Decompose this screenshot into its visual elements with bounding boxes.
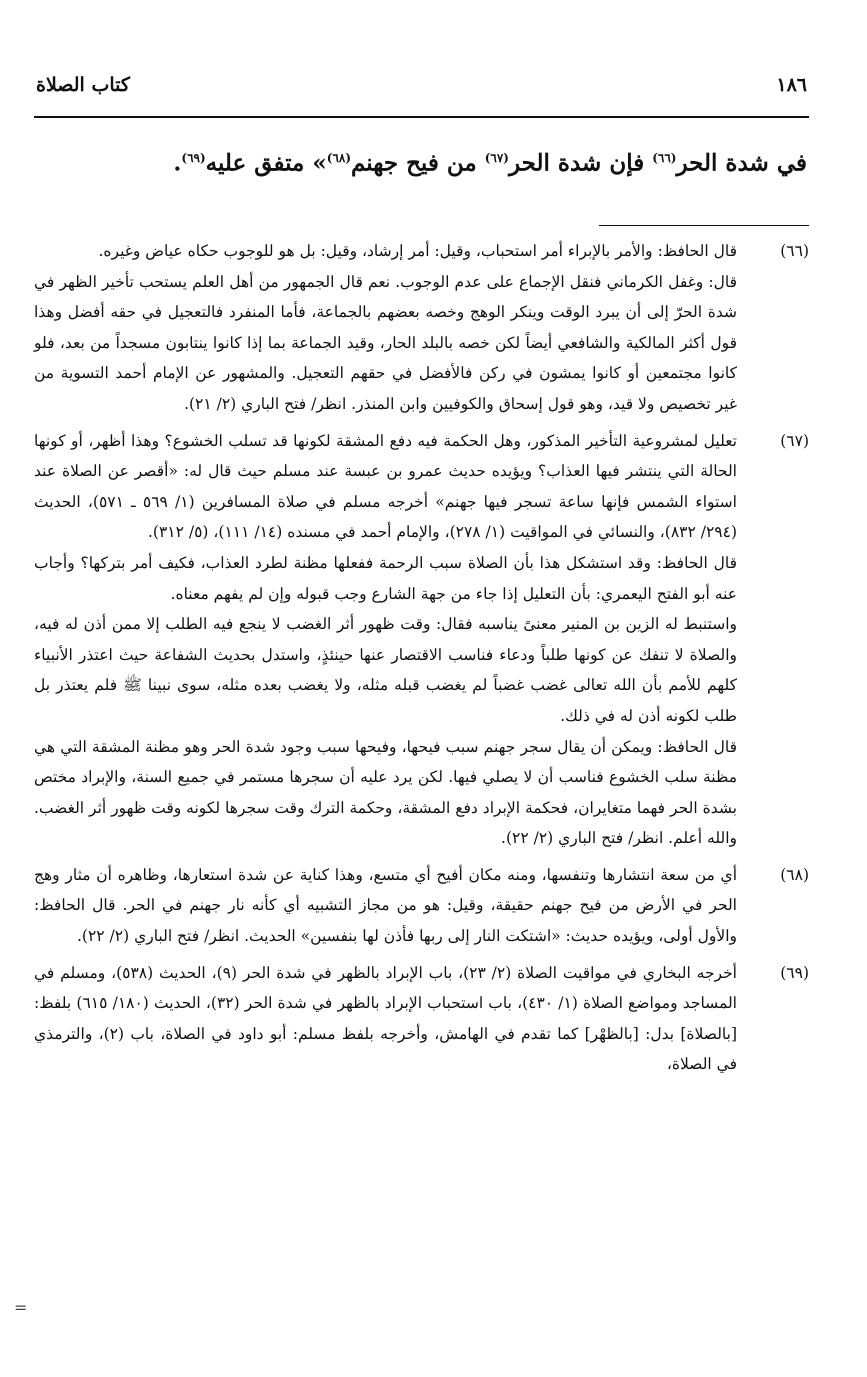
footnote-number: (٦٨) (780, 865, 809, 884)
footnote-text: أخرجه البخاري في مواقيت الصلاة (٢/ ٢٣)، باب الإبراد بالظهر في شدة الحر (٩)، الحديث (٥٣٨)، ومسلم في المساجد ومواضع الصلاة (١/ ٤٣٠)، باب استحباب الإبراد بالظهر في شدة الحر (٣٢)، الحديث (١٨٠/ ٦١٥) بلفظ: [بالصلاة] بدل: [بالظهْر] كما تقدم في الهامش، وأخرجه بلفظ مسلم: أبو داود في الصلاة، باب (٢)، والترمذي في الصلاة، (34, 963, 737, 1074)
footnote-paragraph: قال الحافظ: ويمكن أن يقال سجر جهنم سبب فيحها، وفيحها سبب وجود شدة الحر وهو مظنة المشقة التي هي مظنة سلب الخشوع فناسب أن لا يصلي فيها. لكن يرد عليه أن سجرها مستمر في جميع السنة، والإبراد مختص بشدة الحر فهما متغايران، فحكمة الإبراد دفع المشقة، وحكمة الترك وقت سجرها لكونه وقت ظهور أثر الغضب. والله أعلم. انظر/ فتح الباري (٢/ ٢٢). (34, 737, 737, 848)
main-text-part3: من فيح جهنم (351, 149, 485, 177)
footnote-separator (599, 225, 809, 226)
footnote-paragraph: قال الحافظ: وقد استشكل هذا بأن الصلاة سبب الرحمة ففعلها مظنة لطرد العذاب، فكيف أمر بتركها؟ وأجاب عنه أبو الفتح اليعمري: بأن التعليل إذا جاء من جهة الشارع وجب قبوله وإن لم يفهم معناه. (34, 553, 737, 603)
header-rule (34, 116, 809, 118)
footnote-67-continuation (34, 548, 809, 854)
main-text-part1: في شدة الحر (676, 149, 807, 177)
footnote-number: (٦٩) (780, 963, 809, 982)
continuation-mark: = (14, 1298, 28, 1317)
footnote-ref-68: (٦٨) (326, 151, 351, 165)
footnote-66 (34, 236, 809, 267)
footnotes (34, 236, 809, 1080)
footnote-ref-67: (٦٧) (484, 151, 509, 165)
page-number: ١٨٦ (776, 74, 807, 96)
footnote-paragraph: واستنبط له الزين بن المنير معنىً يناسبه فقال: وقت ظهور أثر الغضب لا ينجع فيه الطلب إلا ممن أذن له فيه، والصلاة لا تنفك عن كونها طلباً ودعاء فناسب الاقتصار عنها حينئذٍ، واستدل بحديث الشفاعة حيث اعتذر الأنبياء كلهم للأمم بأن الله تعالى غضب غضباً لم يغضب قبله مثله، ولا يغضب بعده مثله، سوى نبينا ﷺ فلم يعتذر بل طلب لكونه أذن له في ذلك. (34, 615, 737, 725)
footnote-paragraph: قال: وغفل الكرماني فنقل الإجماع على عدم الوجوب. نعم قال الجمهور من أهل العلم يستحب تأخير الظهر في شدة الحرّ إلى أن يبرد الوقت وينكر الوهج وخصه بعضهم بالجماعة، فأما المنفرد فالتعجيل في حقه أفضل وهذا قول أكثر المالكية والشافعي أيضاً لكن خصه بالبلد الحار، وقيد الجماعة بما إذا كانوا ينتابون مسجداً من بعد، فلو كانوا مجتمعين أو كانوا يمشون في ركن فالأفضل في حقهم التعجيل. والمشهور عن الإمام أحمد التسوية من غير تخصيص ولا قيد، وهو قول إسحاق والكوفيين وابن المنذر. انظر/ فتح الباري (٢/ ٢١). (34, 272, 737, 413)
footnote-number: (٦٦) (780, 242, 809, 260)
footnote-text: أي من سعة انتشارها وتنفسها، ومنه مكان أفيح أي متسع، وهذا كناية عن شدة استعارها، وظاهره أن مثار وهج الحر في الأرض من فيح جهنم حقيقة، وقيل: هو من مجاز التشبيه أي كأنه نار جهنم في الحر. قال الحافظ: والأول أولى، ويؤيده حديث: «اشتكت النار إلى ربها فأذن لها بنفسين» الحديث. انظر/ فتح الباري (٢/ ٢٢). (34, 865, 737, 946)
page-header (36, 74, 807, 104)
main-text-part2: فإن شدة الحر (508, 149, 653, 177)
footnote-text: تعليل لمشروعية التأخير المذكور، وهل الحكمة فيه دفع المشقة لكونها قد تسلب الخشوع؟ وهذا أظهر، أو كونها الحالة التي ينتشر فيها العذاب؟ ويؤيده حديث عمرو بن عبسة عند مسلم حيث قال له: «أقصر عن الصلاة عند استواء الشمس فإنها ساعة تسجر فيها جهنم» أخرجه مسلم في صلاة المسافرين (١/ ٥٦٩ ـ ٥٧١)، الحديث (٢٩٤/ ٨٣٢)، والنسائي في المواقيت (١/ ٢٧٨)، والإمام أحمد في مسنده (١٤/ ١١١)، (٥/ ٣١٢). (34, 431, 737, 542)
footnote-69 (34, 958, 809, 1080)
footnote-ref-66: (٦٦) (652, 151, 677, 165)
main-text (36, 138, 807, 184)
footnote-number: (٦٧) (780, 431, 809, 450)
main-text-part5: . (173, 149, 182, 177)
footnote-66-continuation (34, 267, 809, 420)
footnote-ref-69: (٦٩) (181, 151, 206, 165)
footnote-67 (34, 426, 809, 548)
footnote-text: قال الحافظ: والأمر بالإبراء أمر استحباب، وقيل: أمر إرشاد، وقيل: بل هو للوجوب حكاه عياض وغيره. (98, 242, 737, 260)
footnote-68 (34, 860, 809, 952)
main-text-part4: » متفق عليه (205, 149, 327, 177)
book-title: كتاب الصلاة (36, 74, 130, 96)
